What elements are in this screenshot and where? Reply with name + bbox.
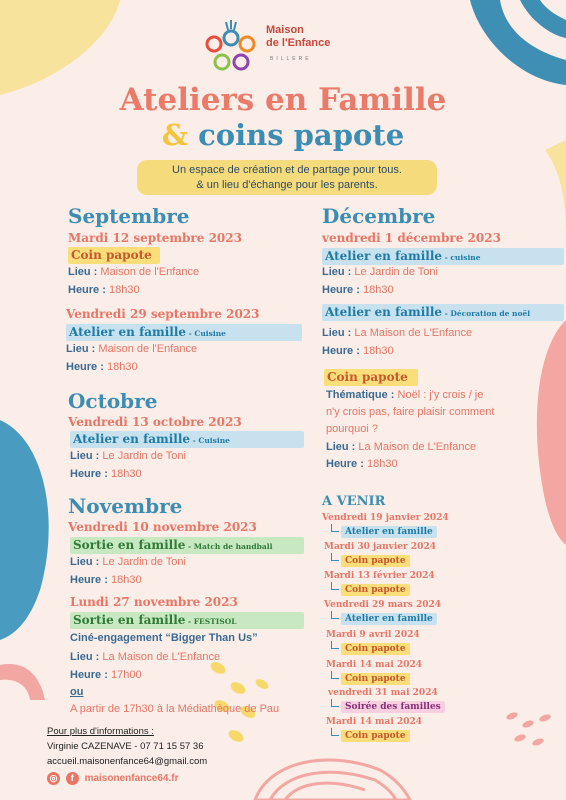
website-link[interactable]: maisonenfance64.fr bbox=[84, 773, 179, 785]
event-tag: Atelier en famille - cuisine bbox=[322, 248, 564, 265]
event-extra: Ciné-engagement “Bigger Than Us” bbox=[70, 632, 258, 644]
instagram-icon[interactable]: ◎ bbox=[47, 772, 60, 785]
month-octobre: Octobre bbox=[68, 389, 158, 413]
upcoming-date: Mardi 14 mai 2024 bbox=[326, 717, 422, 727]
event-thematique: Thématique : Noël : j'y crois / je bbox=[326, 389, 484, 401]
pink-arc-bottom-left bbox=[0, 664, 45, 700]
event-date: Vendredi 29 septembre 2023 bbox=[66, 307, 260, 321]
logo-name: Maison de l'Enfance bbox=[266, 24, 331, 49]
event-heure: Heure : 18h30 bbox=[322, 284, 394, 296]
event-tag: Sortie en famille - FESTISOL bbox=[70, 612, 304, 629]
yellow-blob-top-left bbox=[0, 0, 120, 95]
event-date: Lundi 27 novembre 2023 bbox=[70, 595, 238, 609]
upcoming-date: vendredi 31 mai 2024 bbox=[328, 688, 438, 698]
upcoming-tag: Atelier en famille bbox=[341, 526, 437, 538]
event-date: Vendredi 13 octobre 2023 bbox=[68, 415, 242, 429]
event-date: Vendredi 10 novembre 2023 bbox=[68, 520, 257, 534]
upcoming-title: A VENIR bbox=[322, 494, 386, 509]
logo bbox=[200, 18, 350, 78]
contact-info bbox=[47, 724, 207, 769]
event-lieu: Lieu : Le Jardin de Toni bbox=[322, 266, 438, 278]
blue-blob-left bbox=[0, 420, 49, 640]
event-tag: Atelier en famille - Décoration de noël bbox=[322, 304, 564, 321]
yellow-blob-right bbox=[545, 140, 566, 230]
upcoming-tag: Coin papote bbox=[341, 730, 410, 742]
event-lieu: Lieu : Le Jardin de Toni bbox=[70, 450, 186, 462]
event-lieu: Lieu : Maison de l'Enfance bbox=[68, 266, 200, 278]
arrow-icon bbox=[331, 671, 339, 679]
contact-name-phone: Virginie CAZENAVE - 07 71 15 57 36 bbox=[47, 741, 204, 752]
upcoming-date: Mardi 30 janvier 2024 bbox=[324, 542, 436, 552]
upcoming-tag: Coin papote bbox=[341, 555, 410, 567]
event-lieu: Lieu : La Maison de L'Enfance bbox=[322, 327, 473, 339]
event-date: vendredi 1 décembre 2023 bbox=[322, 231, 501, 245]
hands-logo-icon bbox=[200, 18, 262, 78]
event-heure: Heure : 18h30 bbox=[322, 345, 394, 357]
upcoming-tag: Coin papote bbox=[341, 584, 410, 596]
event-heure: Heure : 18h30 bbox=[70, 574, 142, 586]
event-heure: Heure : 18h30 bbox=[326, 458, 398, 470]
event-tag: Coin papote bbox=[324, 369, 418, 386]
event-thematique-cont: n'y crois pas, faire plaisir comment bbox=[326, 406, 495, 418]
upcoming-date: Mardi 9 avril 2024 bbox=[326, 630, 420, 640]
arrow-icon bbox=[331, 524, 339, 532]
event-date: Mardi 12 septembre 2023 bbox=[68, 231, 242, 245]
upcoming-date: Vendredi 19 janvier 2024 bbox=[322, 513, 449, 523]
month-novembre: Novembre bbox=[68, 494, 183, 518]
upcoming-date: Mardi 13 février 2024 bbox=[324, 571, 435, 581]
arrow-icon bbox=[331, 553, 339, 561]
facebook-icon[interactable]: f bbox=[66, 772, 79, 785]
social-links bbox=[47, 772, 179, 785]
pink-blob-right bbox=[537, 320, 566, 545]
event-tag: Atelier en famille - Cuisine bbox=[70, 431, 304, 448]
arrow-icon bbox=[331, 699, 339, 707]
event-tag: Atelier en famille - Cuisine bbox=[66, 324, 302, 341]
event-lieu: Lieu : Maison de l'Enfance bbox=[66, 343, 198, 355]
event-thematique-cont: pourquoi ? bbox=[326, 423, 378, 435]
event-tag: Coin papote bbox=[68, 247, 160, 264]
event-heure: Heure : 18h30 bbox=[66, 361, 138, 373]
upcoming-tag: Soirée des familles bbox=[341, 701, 445, 713]
upcoming-tag: Atelier en famille bbox=[341, 613, 437, 625]
event-lieu: Lieu : Le Jardin de Toni bbox=[70, 556, 186, 568]
ampersand: & bbox=[161, 118, 188, 152]
upcoming-date: Vendredi 29 mars 2024 bbox=[324, 600, 442, 610]
upcoming-tag: Coin papote bbox=[341, 673, 410, 685]
intro-banner: Un espace de création et de partage pour tous. & un lieu d'échange pour les parents. bbox=[137, 160, 437, 195]
event-or: ou bbox=[70, 686, 84, 698]
logo-subtitle: BILLERE bbox=[270, 56, 312, 62]
contact-heading: Pour plus d'informations : bbox=[47, 726, 154, 737]
page-subtitle: & coins papote bbox=[161, 118, 405, 152]
upcoming-tag: Coin papote bbox=[341, 643, 410, 655]
page-title: Ateliers en Famille bbox=[119, 82, 447, 118]
event-heure: Heure : 18h30 bbox=[68, 284, 140, 296]
event-tag: Sortie en famille - Match de handball bbox=[70, 537, 304, 554]
event-heure: Heure : 17h00 bbox=[70, 669, 142, 681]
month-septembre: Septembre bbox=[68, 204, 190, 228]
event-heure: Heure : 18h30 bbox=[70, 468, 142, 480]
month-decembre: Décembre bbox=[322, 204, 436, 228]
arrow-icon bbox=[331, 728, 339, 736]
upcoming-date: Mardi 14 mai 2024 bbox=[326, 660, 422, 670]
arrow-icon bbox=[331, 582, 339, 590]
pink-dot bbox=[505, 711, 518, 721]
blue-swirl-top-right-2 bbox=[520, 0, 566, 38]
pink-rings-bottom bbox=[255, 760, 410, 800]
event-lieu: Lieu : La Maison de L'Enfance bbox=[326, 441, 477, 453]
arrow-icon bbox=[331, 641, 339, 649]
event-alternative: A partir de 17h30 à la Médiathèque de Pau bbox=[70, 703, 280, 715]
contact-email[interactable]: accueil.maisonenfance64@gmail.com bbox=[47, 756, 208, 767]
arrow-icon bbox=[331, 611, 339, 619]
event-lieu: Lieu : La Maison de L'Enfance bbox=[70, 651, 221, 663]
